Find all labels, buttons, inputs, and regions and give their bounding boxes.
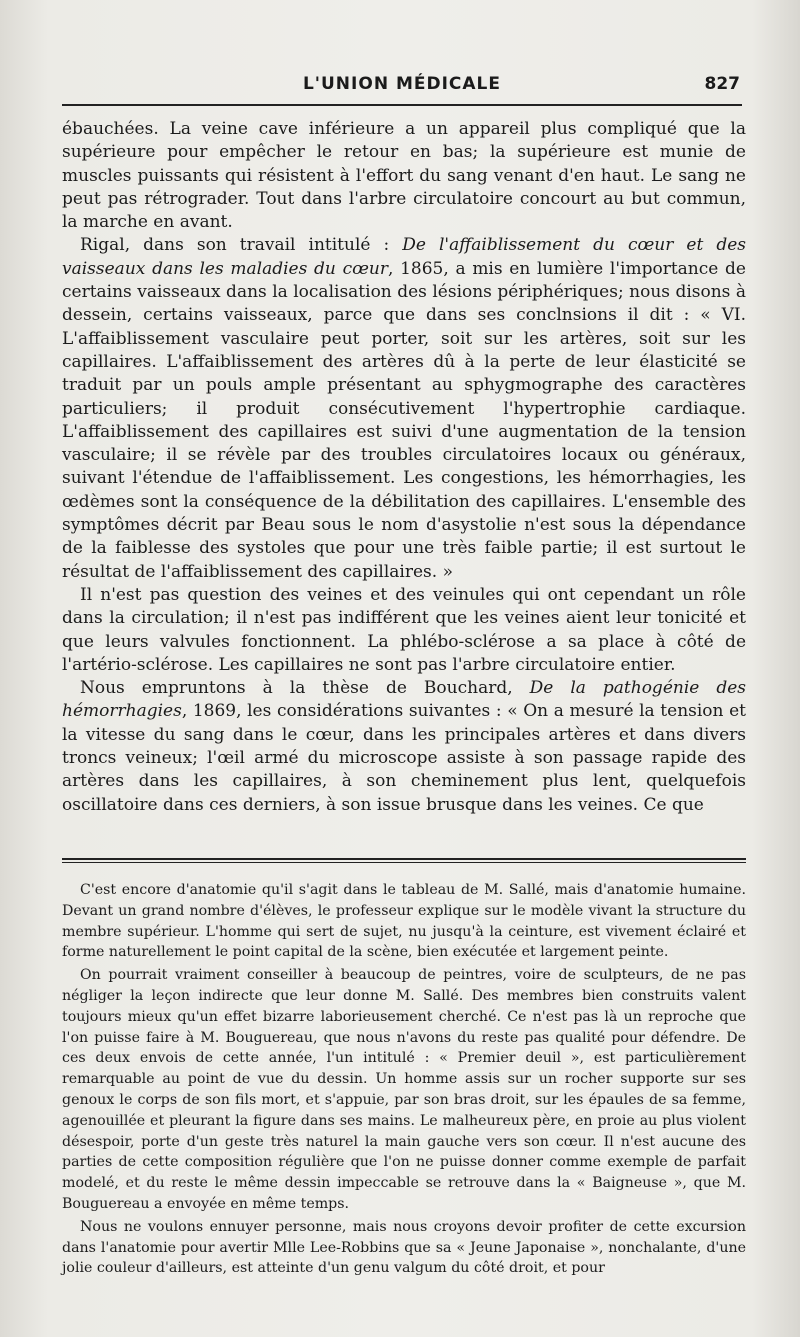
feuilleton-paragraph-1: C'est encore d'anatomie qu'il s'agit dans le tableau de M. Sallé, mais d'anatomie humaine. Devant un grand nombre d'élèves, le professeur explique sur le modèle vivant la structure du membre supérieur. L'homme qui sert de sujet, nu jusqu'à la ceinture, est vivement éclairé et forme naturellement le point capital de la scène, bien exécutée et largement peinte. <box>62 882 746 961</box>
paragraph-2 <box>62 234 746 583</box>
paragraph-2-rest: , 1865, a mis en lumière l'importance de certains vaisseaux dans la localisation des lésions périphériques; nous disons à dessein, certains vaisseaux, parce que dans ses conclnsions il dit : « VI. L'affaiblissement vasculaire peut porter, soit sur les artères, soit sur les capillaires. L'affaiblissement des artères dû à la perte de leur élasticité se traduit par un pouls ample présentant au sphygmographe des caractères particuliers; il produit consécutivement l'hypertrophie cardiaque. L'affaiblissement des capillaires est suivi d'une augmentation de la tension vasculaire; il se révèle par des troubles circulatoires locaux ou généraux, suivant l'étendue de l'affaiblissement. Les congestions, les hémorrhagies, les œdèmes sont la conséquence de la débilitation des capillaires. L'ensemble des symptômes décrit par Beau sous le nom d'asystolie n'est sous la dépendance de la faiblesse des systoles que pour une très faible partie; il est surtout le résultat de l'affaiblissement des capillaires. » <box>62 258 746 582</box>
feuilleton-paragraph-2: On pourrait vraiment conseiller à beaucoup de peintres, voire de sculpteurs, de ne pas négliger la leçon indirecte que leur donne M. Sallé. Des membres bien construits valent toujours mieux qu'un effet bizarre laborieusement cherché. Ce n'est pas là un reproche que l'on puisse faire à M. Bouguereau, que nous n'avons du reste pas qualité pour défendre. De ces deux envois de cette année, l'un intitulé : « Premier deuil », est particulièrement remarquable au point de vue du dessin. Un homme assis sur un rocher supporte sur ses genoux le corps de son fils mort, et s'appuie, par son bras droit, sur les épaules de sa femme, agenouillée et pleurant la figure dans ses mains. Le malheureux père, en proie au plus violent désespoir, porte d'un geste très naturel la main gauche vers son cœur. Il n'est aucune des parties de cette composition régulière que l'on ne puisse donner comme exemple de parfait modelé, et du reste le même dessin impeccable se retrouve dans la « Baigneuse », que M. Bouguereau a envoyée en même temps. <box>62 967 746 1212</box>
paragraph-4-lead: Nous empruntons à la thèse de Bouchard, <box>80 678 530 699</box>
running-title: L'UNION MÉDICALE <box>302 74 502 94</box>
paragraph-4-rest: , 1869, les considérations suivantes : « On a mesuré la tension et la vitesse du sang dans le cœur, dans les principales artères et dans divers troncs veineux; l'œil armé du microscope assiste à son passage rapide des artères dans les capillaires, à son cheminement plus lent, quelquefois oscillatoire dans ces derniers, à son issue brusque dans les veines. Ce que <box>62 701 746 815</box>
page-number: 827 <box>704 74 740 94</box>
paragraph-4 <box>62 677 746 817</box>
paragraph-2-lead: Rigal, dans son travail intitulé : <box>80 235 403 256</box>
paragraph-3: Il n'est pas question des veines et des veinules qui ont cependant un rôle dans la circulation; il n'est pas indifférent que les veines aient leur tonicité et que leurs valvules fonctionnent. La phlébo-sclérose a sa place à côté de l'artério-sclérose. Les capillaires ne sont pas l'arbre circulatoire entier. <box>62 584 746 675</box>
page-header <box>62 74 742 102</box>
paragraph-1: ébauchées. La veine cave inférieure a un appareil plus compliqué que la supérieure pour empêcher le retour en bas; la supérieure est munie de muscles puissants qui résistent à l'effort du sang venant d'en haut. Le sang ne peut pas rétrograder. Tout dans l'arbre circulatoire concourt au but commun, la marche en avant. <box>62 119 746 233</box>
rigal-title: De l'affaiblissement du cœur et des vaisseaux dans les maladies du cœur <box>62 235 747 279</box>
main-text <box>62 118 746 817</box>
bouchard-title: De la pathogénie des hémorrhagies <box>62 678 746 722</box>
feuilleton-paragraph-3: Nous ne voulons ennuyer personne, mais nous croyons devoir profiter de cette excursion dans l'anatomie pour avertir Mlle Lee-Robbins que sa « Jeune Japonaise », nonchalante, d'une jolie couleur d'ailleurs, est atteinte d'un genu valgum du côté droit, et pour <box>62 1218 746 1277</box>
feuilleton-separator <box>62 858 746 863</box>
header-rule <box>62 104 742 106</box>
feuilleton-text <box>62 880 746 1279</box>
